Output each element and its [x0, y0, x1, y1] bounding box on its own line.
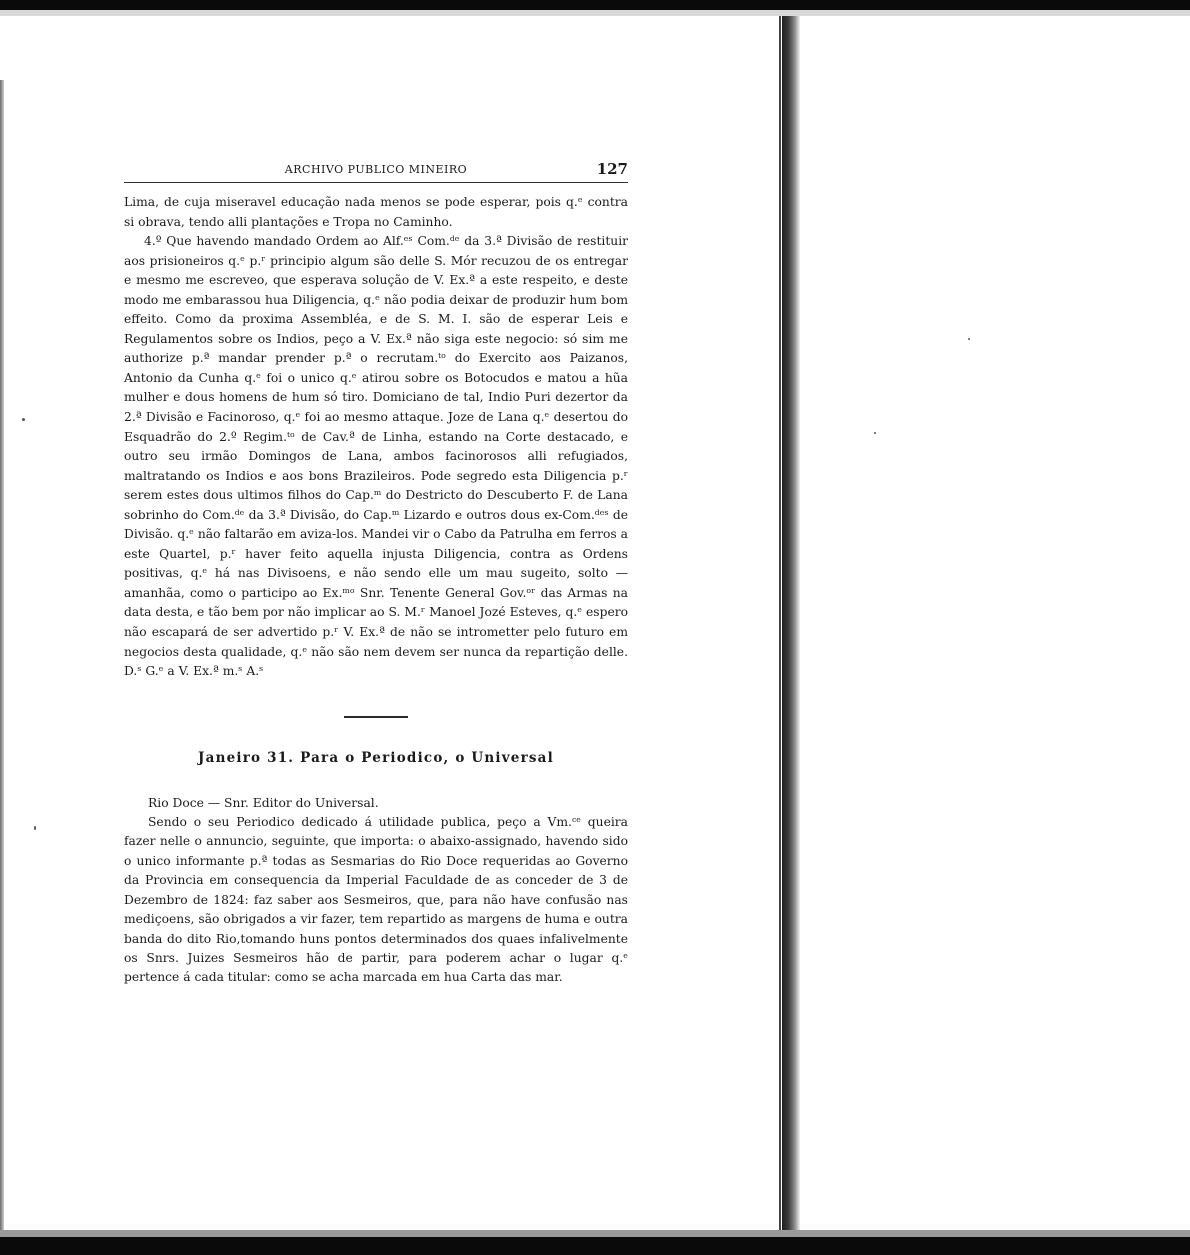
book-gutter-shadow — [782, 16, 800, 1230]
scan-bottom-margin — [0, 1230, 1190, 1237]
section-heading: Janeiro 31. Para o Periodico, o Universal — [198, 749, 554, 766]
scan-left-edge — [0, 80, 4, 1230]
letter-paragraph: Sendo o seu Periodico dedicado á utilidade publica, peço a Vm.ᶜᵉ queira fazer nelle o annuncio, seguinte, que importa: o abaixo-assignado, havendo sido o unico informante p.ª todas as Sesmarias do Rio Doce requeridas ao Governo da Provincia em consequencia da Imperial Faculdade de as conceder de 3 de Dezembro de 1824: faz saber aos Sesmeiros, que, para não have confusão nas mediçoens, são obrigados a vir fazer, tem repartido as margens de huma e outra banda do dito Rio,tomando huns pontos determinados dos quaes infalivelmente os Snrs. Juizes Sesmeiros hão de partir, para poderem achar o lugar q.ᵉ pertence á cada titular: como se acha marcada em hua Carta das mar. — [124, 815, 628, 985]
section-letter — [124, 794, 628, 988]
dust-speck — [22, 418, 25, 421]
scan-top-edge — [0, 0, 1190, 10]
scan-top-margin — [0, 10, 1190, 16]
continuation-paragraph: Lima, de cuja miseravel educação nada menos se pode esperar, pois q.ᵉ contra si obrava, tendo alli plantações e Tropa no Caminho. — [124, 195, 628, 229]
dust-speck — [874, 432, 876, 434]
dust-speck — [968, 338, 970, 340]
book-page — [124, 160, 628, 988]
section-divider — [344, 716, 408, 718]
dust-speck — [34, 826, 36, 830]
running-header — [124, 160, 628, 183]
letter-body — [124, 193, 628, 682]
item-4-paragraph: 4.º Que havendo mandado Ordem ao Alf.ᵉˢ Com.ᵈᵉ da 3.ª Divisão de restituir aos prisioneiros q.ᵉ p.ʳ principio algum são delle S. Mór recuzou de os entregar e mesmo me escreveo, que esperava solução de V. Ex.ª a este respeito, e deste modo me embarassou hua Diligencia, q.ᵉ não podia deixar de produzir hum bom effeito. Como da proxima Assembléa, e de S. M. I. são de esperar Leis e Regulamentos sobre os Indios, peço a V. Ex.ª não siga este negocio: só sim me authorize p.ª mandar prender p.ª o recrutam.ᵗᵒ do Exercito aos Paizanos, Antonio da Cunha q.ᵉ foi o unico q.ᵉ atirou sobre os Botocudos e matou a hũa mulher e dous homens de hum só tiro. Domiciano de tal, Indio Puri dezertor da 2.ª Divisão e Facinoroso, q.ᵉ foi ao mesmo attaque. Joze de Lana q.ᵉ desertou do Esquadrão do 2.º Regim.ᵗᵒ de Cav.ª de Linha, estando na Corte destacado, e outro seu irmão Domingos de Lana, ambos facinorosos alli refugiados, maltratando os Indios e aos bons Brazileiros. Pode segredo esta Diligencia p.ʳ serem estes dous ultimos filhos do Cap.ᵐ do Destricto do Descuberto F. de Lana sobrinho do Com.ᵈᵉ da 3.ª Divisão, do Cap.ᵐ Lizardo e outros dous ex-Com.ᵈᵉˢ de Divisão. q.ᵉ não faltarão em aviza-los. Mandei vir o Cabo da Patrulha em ferros a este Quartel, p.ʳ haver feito aquella injusta Diligencia, contra as Ordens positivas, q.ᵉ há nas Divisoens, e não sendo elle um mau sugeito, solto — amanhãa, como o participo ao Ex.ᵐᵒ Snr. Tenente General Gov.ᵒʳ das Armas na data desta, e tão bem por não implicar ao S. M.ʳ Manoel Jozé Esteves, q.ᵉ espero não escapará de ser advertido p.ʳ V. Ex.ª de não se intrometter pelo futuro em negocios desta qualidade, q.ᵉ não são nem devem ser nunca da repartição delle. D.ˢ G.ᵉ a V. Ex.ª m.ˢ A.ˢ — [124, 234, 628, 679]
page-number: 127 — [596, 160, 628, 178]
scan-bottom-edge — [0, 1237, 1190, 1255]
book-gutter-line — [779, 16, 781, 1230]
salutation-paragraph: Rio Doce — Snr. Editor do Universal. — [148, 795, 379, 810]
running-title: ARCHIVO PUBLICO MINEIRO — [284, 163, 468, 176]
